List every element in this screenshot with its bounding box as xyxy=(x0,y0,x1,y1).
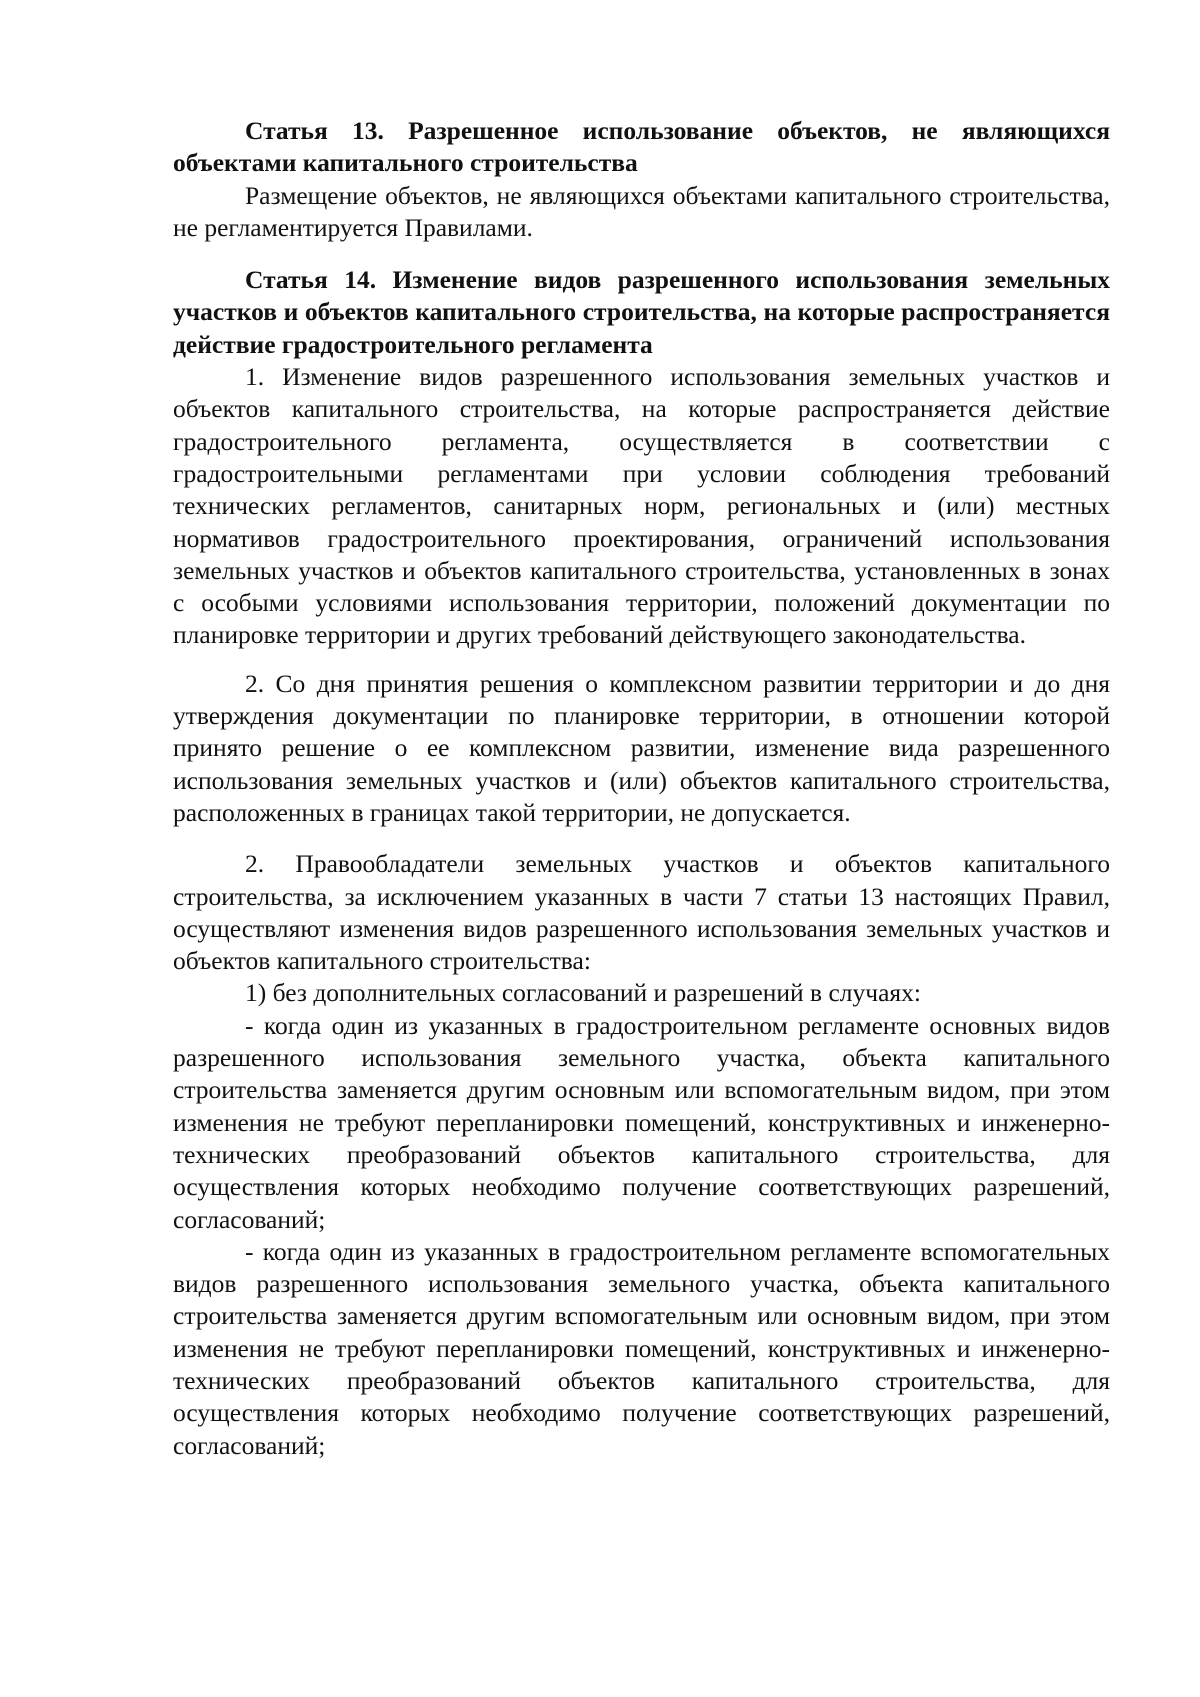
article-13-paragraph: Размещение объектов, не являющихся объектами капитального строительства, не регламентируется Правилами. xyxy=(173,180,1110,242)
article-14-list-item-1: - когда один из указанных в градостроительном регламенте основных видов разрешенного использования земельного участка, объекта капитального строительства заменяется другим основным или вспомогательным видом, при этом изменения не требуют перепланировки помещений, конструктивных и инженерно-технических преобразований объектов капитального строительства, для осуществления которых необходимо получение соответствующих разрешений, согласований; xyxy=(173,1010,1110,1234)
article-13-heading: Статья 13. Разрешенное использование объектов, не являющихся объектами капитального строительства xyxy=(173,116,1110,178)
article-14-heading: Статья 14. Изменение видов разрешенного использования земельных участков и объектов капитального строительства, на которые распространяется действие градостроительного регламента xyxy=(173,265,1110,359)
article-14-paragraph-3: 2. Правообладатели земельных участков и объектов капитального строительства, за исключением указанных в части 7 статьи 13 настоящих Правил, осуществляют изменения видов разрешенного использования земельных участков и объектов капитального строительства: xyxy=(173,849,1110,976)
document-page xyxy=(173,115,1110,1462)
article-14-paragraph-1: 1. Изменение видов разрешенного использования земельных участков и объектов капитального строительства, на которые распространяется действие градостроительного регламента, осуществляется в соответствии с градостроительными регламентами при условии соблюдения требований технических регламентов, санитарных норм, региональных и (или) местных нормативов градостроительного проектирования, ограничений использования земельных участков и объектов капитального строительства, установленных в зонах с особыми условиями использования территории, положений документации по планировке территории и других требований действующего законодательства. xyxy=(173,362,1110,650)
article-14-list-item-2: - когда один из указанных в градостроительном регламенте вспомогательных видов разрешенного использования земельного участка, объекта капитального строительства заменяется другим вспомогательным или основным видом, при этом изменения не требуют перепланировки помещений, конструктивных и инженерно-технических преобразований объектов капитального строительства, для осуществления которых необходимо получение соответствующих разрешений, согласований; xyxy=(173,1236,1110,1460)
article-14-paragraph-2: 2. Со дня принятия решения о комплексном развитии территории и до дня утверждения документации по планировке территории, в отношении которой принято решение о ее комплексном развитии, изменение вида разрешенного использования земельных участков и (или) объектов капитального строительства, расположенных в границах такой территории, не допускается. xyxy=(173,668,1110,827)
article-14-list-intro: 1) без дополнительных согласований и разрешений в случаях: xyxy=(245,978,921,1008)
